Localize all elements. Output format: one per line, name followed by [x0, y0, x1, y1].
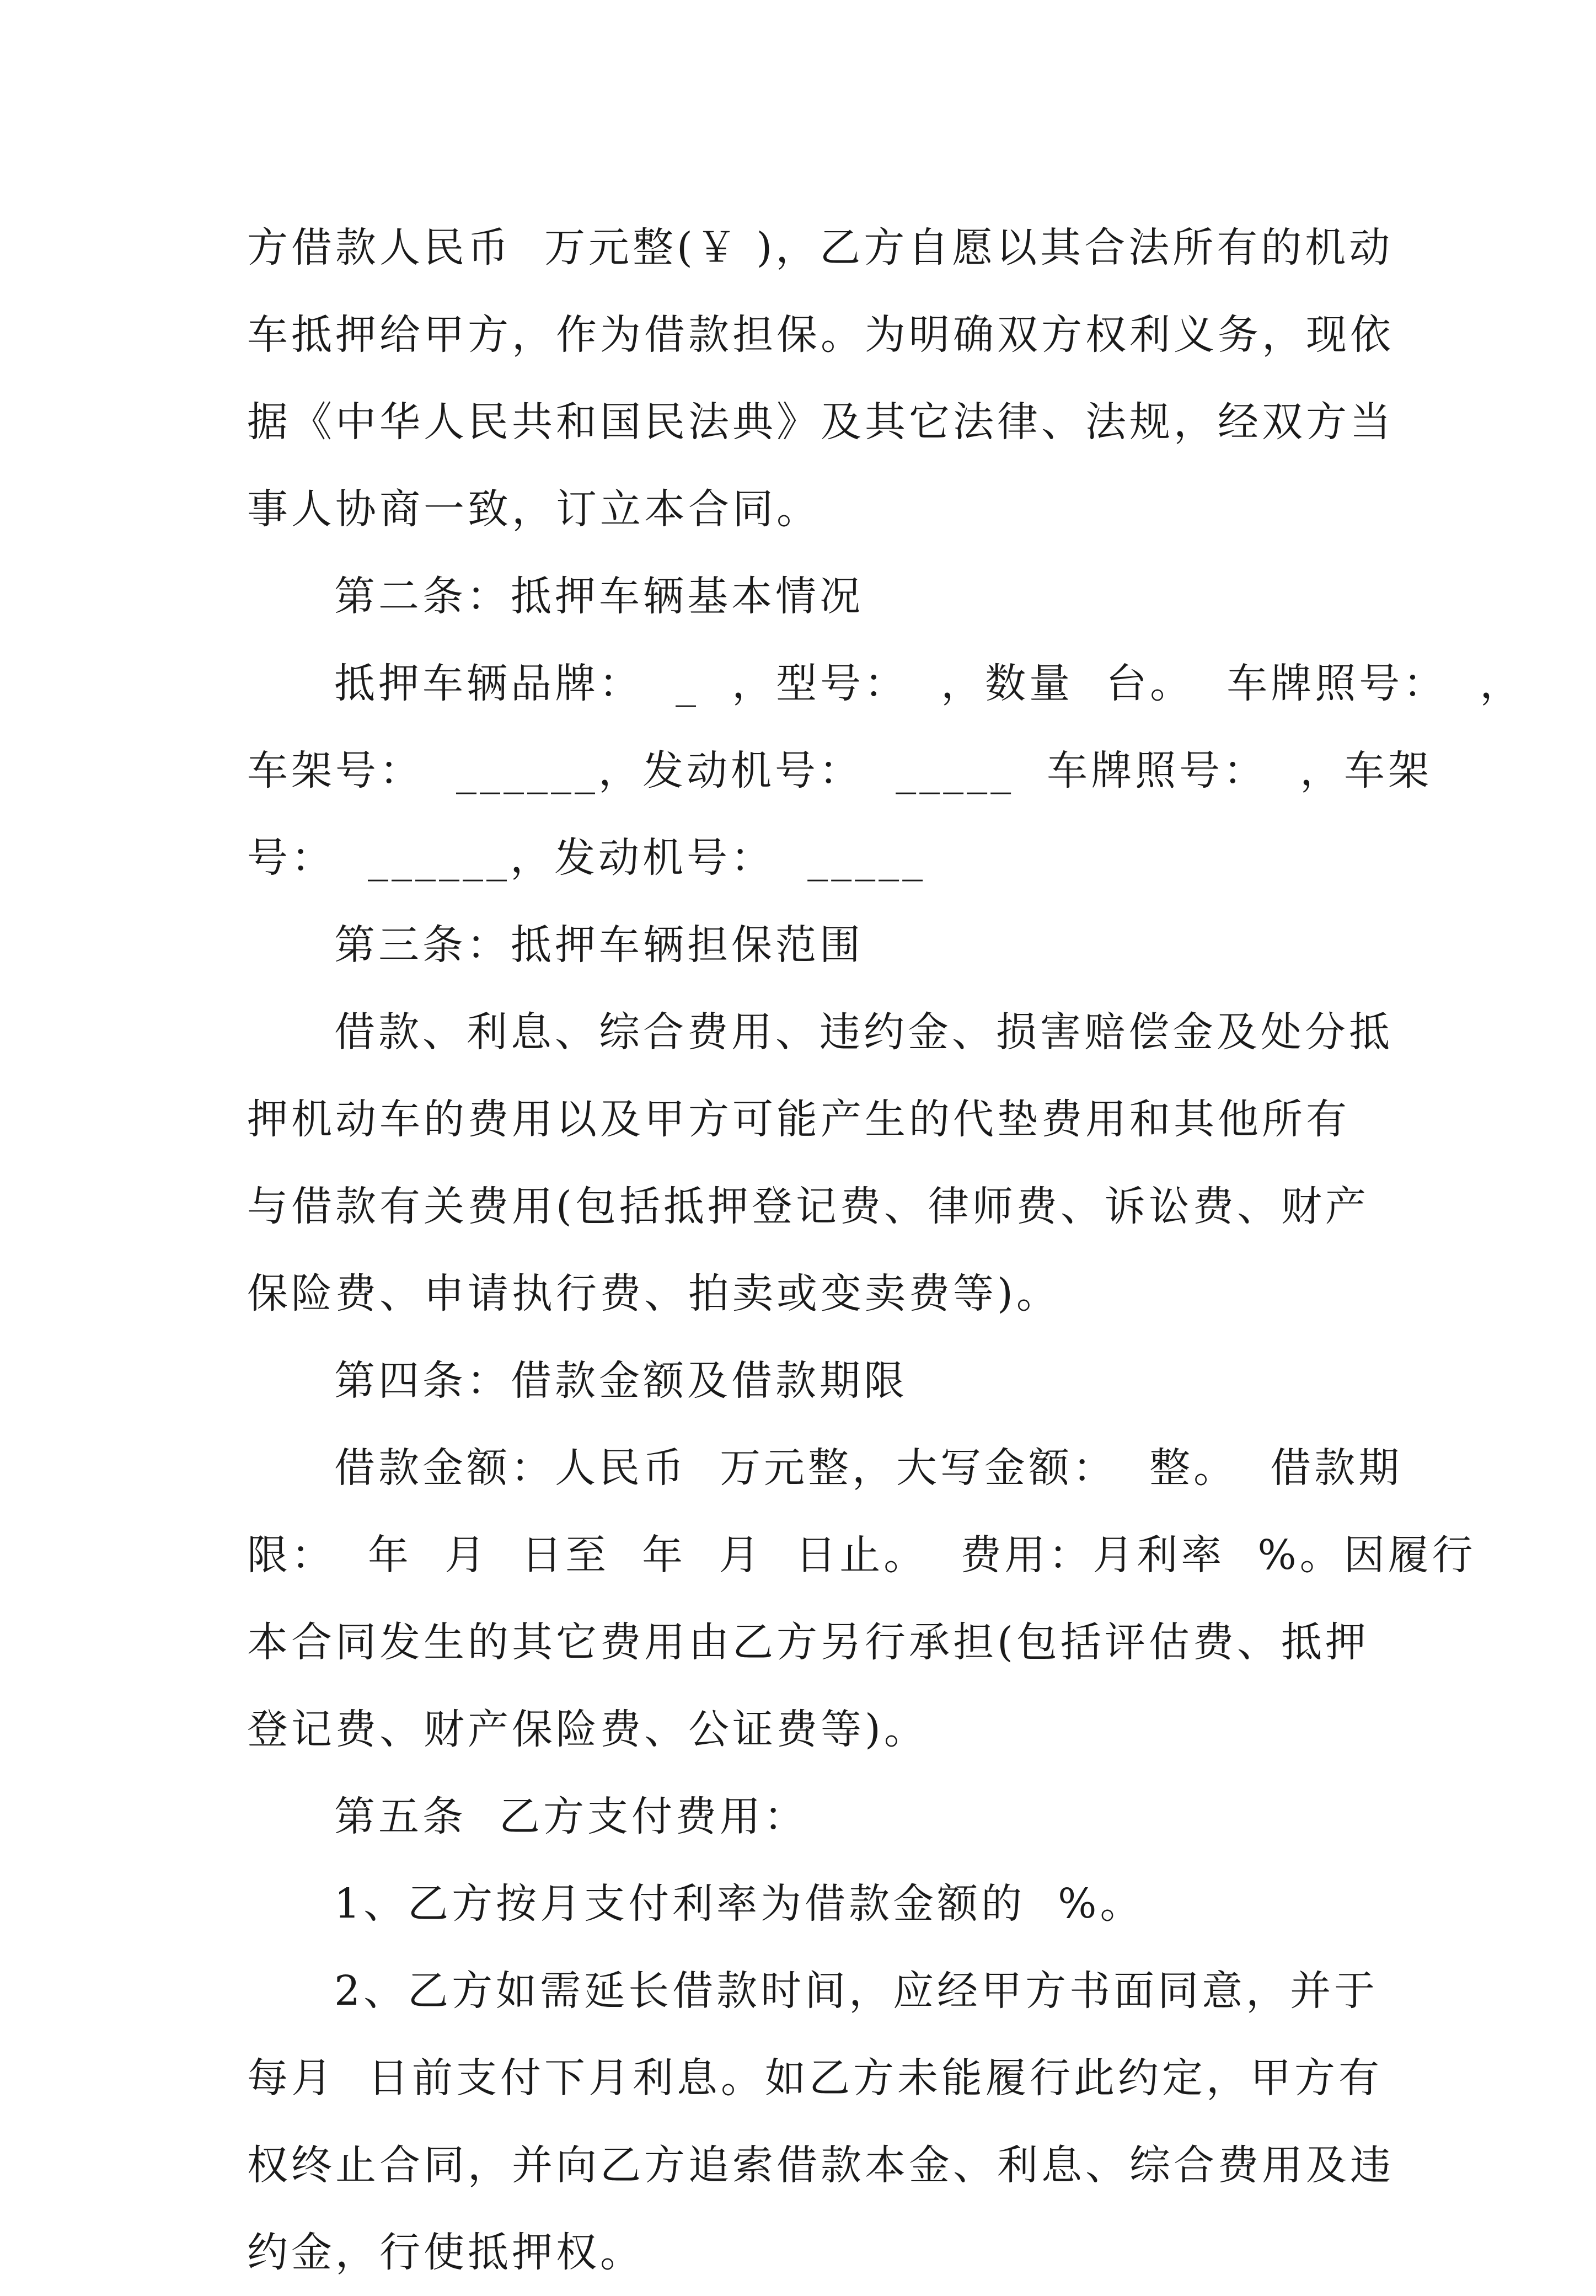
text-line: 本合同发生的其它费用由乙方另行承担(包括评估费、抵押	[247, 1619, 1369, 1666]
text-line: 借款、利息、综合费用、违约金、损害赔偿金及处分抵	[334, 1008, 1393, 1056]
text-line: 权终止合同，并向乙方追索借款本金、利息、综合费用及违	[247, 2142, 1394, 2189]
text-line: 事人协商一致，订立本合同。	[247, 485, 821, 533]
text-line: 保险费、申请执行费、拍卖或变卖费等)。	[247, 1270, 1061, 1317]
text-line: 第三条：抵押车辆担保范围	[334, 921, 864, 969]
text-line: 2、乙方如需延长借款时间，应经甲方书面同意，并于	[334, 1967, 1379, 2015]
contract-body	[247, 204, 1524, 2296]
text-line: 第四条：借款金额及借款期限	[334, 1357, 908, 1405]
text-line: 约金，行使抵押权。	[247, 2229, 644, 2276]
text-line: 第二条：抵押车辆基本情况	[334, 573, 864, 620]
text-line: 借款金额：人民币 万元整，大写金额： 整。 借款期	[334, 1444, 1403, 1492]
text-line: 第五条 乙方支付费用：	[334, 1793, 808, 1840]
text-line: 抵押车辆品牌： _ ，型号： ，数量 台。 车牌照号： ，	[334, 660, 1524, 707]
text-line: 车抵押给甲方，作为借款担保。为明确双方权利义务，现依	[247, 311, 1394, 359]
text-line: 方借款人民币 万元整(￥ )，乙方自愿以其合法所有的机动	[247, 224, 1394, 271]
text-line: 据《中华人民共和国民法典》及其它法律、法规，经双方当	[247, 398, 1394, 446]
text-line: 与借款有关费用(包括抵押登记费、律师费、诉讼费、财产	[247, 1183, 1369, 1230]
text-line: 登记费、财产保险费、公证费等)。	[247, 1706, 928, 1753]
text-line: 每月 日前支付下月利息。如乙方未能履行此约定，甲方有	[247, 2054, 1383, 2102]
text-line: 号： ______，发动机号： _____	[247, 834, 926, 882]
text-line: 车架号： ______，发动机号： _____ 车牌照号： ，车架	[247, 747, 1433, 794]
text-line: 限： 年 月 日至 年 月 日止。 费用：月利率 %。因履行	[247, 1531, 1476, 1579]
text-line: 1、乙方按月支付利率为借款金额的 %。	[334, 1880, 1144, 1927]
text-line: 押机动车的费用以及甲方可能产生的代垫费用和其他所有	[247, 1096, 1350, 1143]
